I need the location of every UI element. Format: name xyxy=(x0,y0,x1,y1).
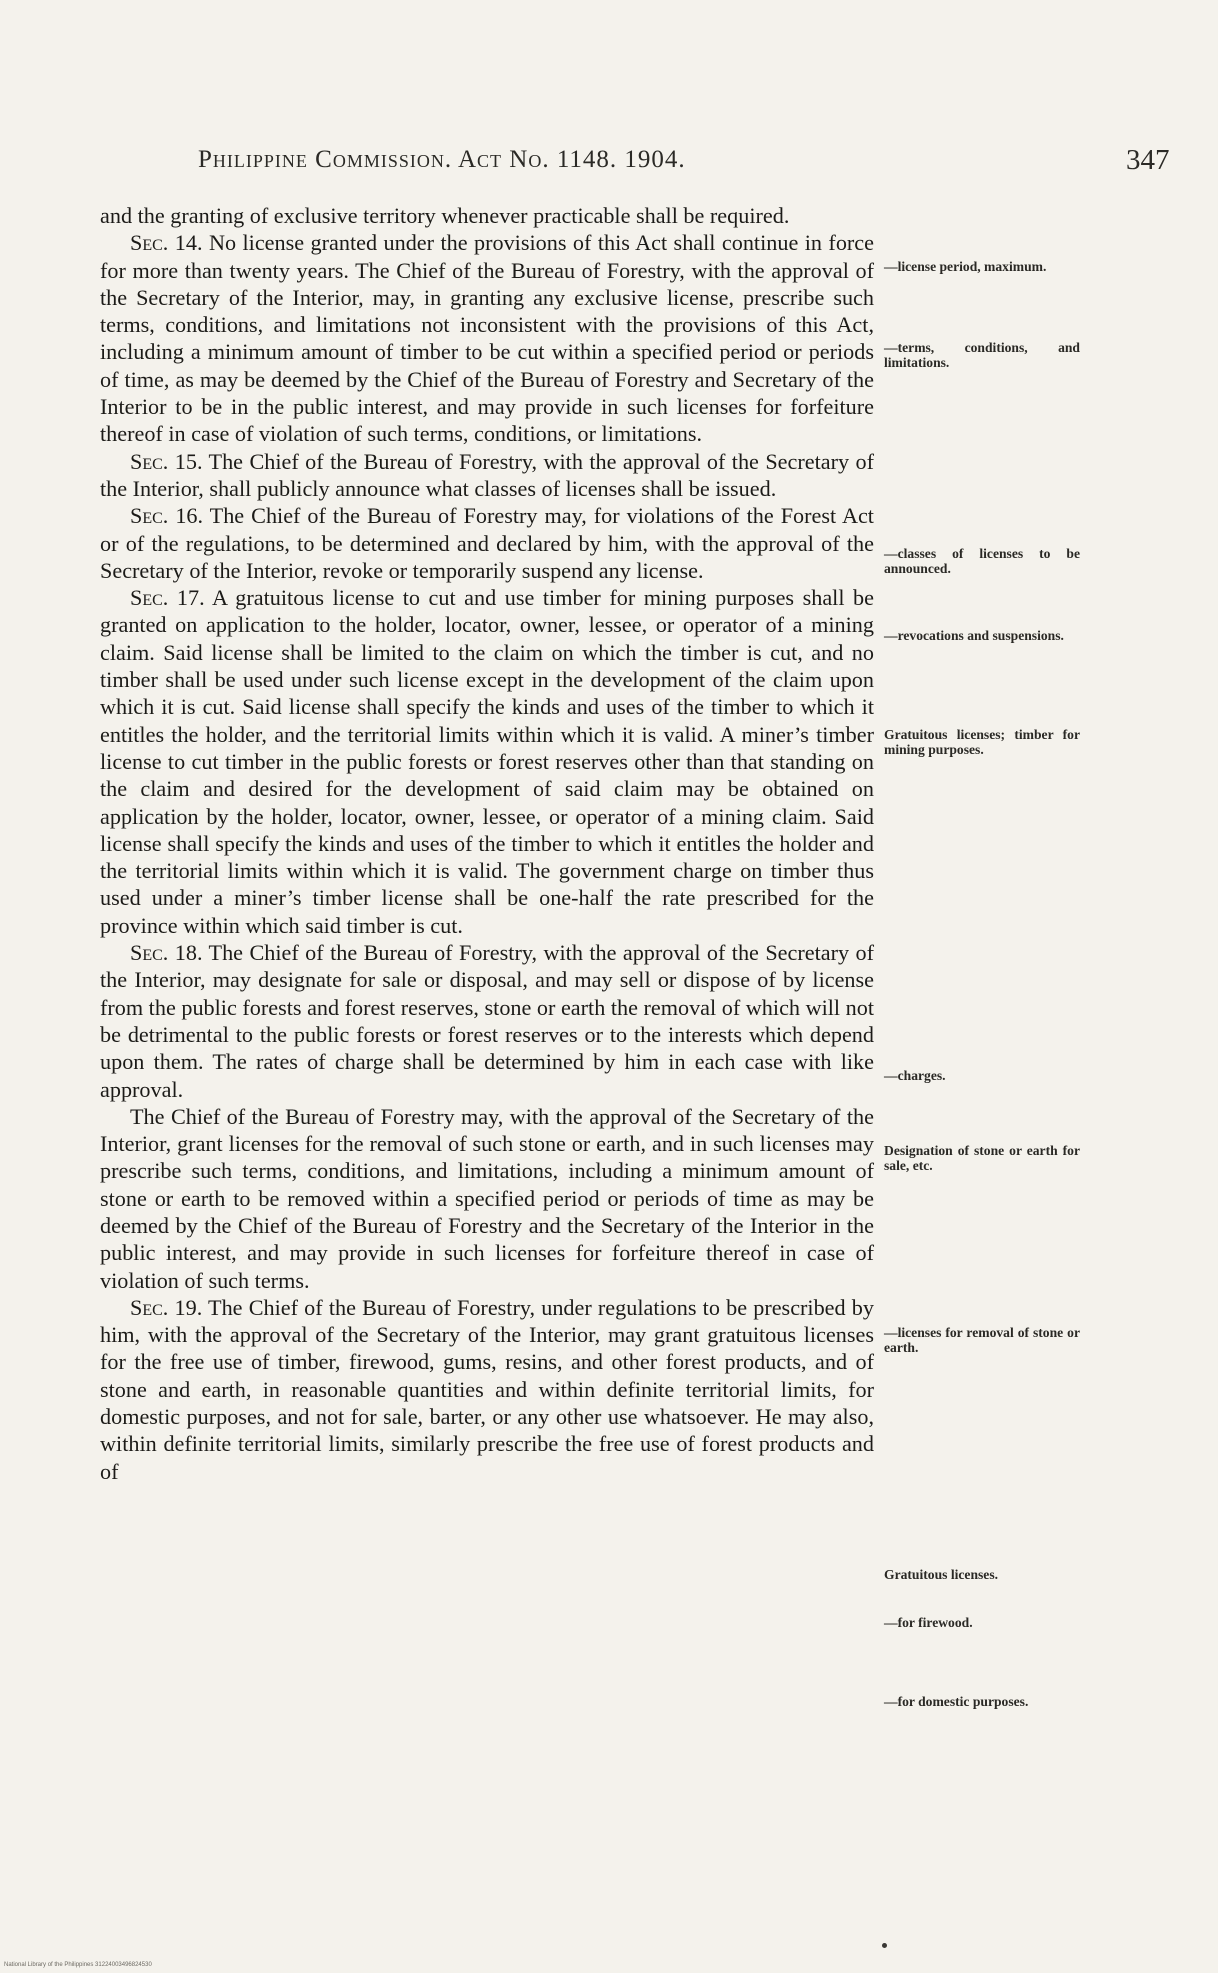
section-label: Sec. 16. xyxy=(130,503,204,529)
section-label: Sec. 15. xyxy=(130,448,203,474)
body-text xyxy=(100,202,874,1485)
running-head-text: Philippine Commission. Act No. 1148. 1904. xyxy=(198,146,686,173)
section-19 xyxy=(100,1294,874,1485)
ink-speck xyxy=(882,1943,887,1948)
section-label: Sec. 19. xyxy=(130,1294,203,1320)
paragraph-text: The Chief of the Bureau of Forestry may, with the approval of the Secretary of the Interior, grant licenses for the removal of such stone or earth, and in such licenses may prescribe such terms, conditions, and limitations, including a minimum amount of stone or earth to be removed within a specified period or periods of time as may be deemed by the Chief of the Bureau of Forestry and the Secretary of the Interior in the public interest, and may provide in such licenses for forfeiture thereof in case of violation of such terms. xyxy=(100,1103,874,1293)
running-head xyxy=(198,146,828,174)
paragraph-text: The Chief of the Bureau of Forestry, with the approval of the Secretary of the Interior, shall publicly announce what classes of licenses shall be issued. xyxy=(100,448,875,501)
section-16 xyxy=(100,502,874,584)
paragraph-text: The Chief of the Bureau of Forestry, with the approval of the Secretary of the Interior, may designate for sale or disposal, and may sell or dispose of by license from the public forests and forest reserves, stone or earth the removal of which will not be detrimental to the public forests or forest reserves or to the interests which depend upon them. The rates of charge shall be determined by him in each case with like approval. xyxy=(100,940,875,1102)
margin-note-gratuitous-mining: Gratuitous licenses; timber for mining purposes. xyxy=(884,727,1080,757)
section-17 xyxy=(100,584,874,939)
margin-note-domestic: —for domestic purposes. xyxy=(884,1694,1029,1709)
section-18-continued xyxy=(100,1103,874,1294)
margin-note-classes-of-licenses: —classes of licenses to be announced. xyxy=(884,546,1080,576)
margin-note-license-period: —license period, maximum. xyxy=(884,259,1047,274)
margin-note-terms-conditions: —terms, conditions, and limitations. xyxy=(884,340,1080,370)
paragraph-text: No license granted under the provisions of this Act shall continue in force for more than twenty years. The Chief of the Bureau of Forestry, with the approval of the Secretary of the Interior, may, in granting any exclusive license, prescribe such terms, conditions, and limitations not inconsistent with the provisions of this Act, including a minimum amount of timber to be cut within a specified period or periods of time, as may be deemed by the Chief of the Bureau of Forestry and Secretary of the Interior to be in the public interest, and may provide in such licenses for forfeiture thereof in case of violation of such terms, conditions, or limitations. xyxy=(100,230,874,447)
margin-note-licenses-removal: —licenses for removal of stone or earth. xyxy=(884,1325,1080,1355)
paragraph-text: The Chief of the Bureau of Forestry, under regulations to be prescribed by him, with the approval of the Secretary of the Interior, may grant gratuitous licenses for the free use of timber, firewood, gums, resins, and other forest products, and of stone and earth, in reasonable quantities and within definite territorial limits, for domestic purposes, and not for sale, barter, or any other use whatsoever. He may also, within definite territorial limits, similarly prescribe the free use of forest products and of xyxy=(100,1294,874,1484)
section-label: Sec. 17. xyxy=(130,585,205,611)
section-15 xyxy=(100,448,874,503)
section-18 xyxy=(100,939,874,1103)
paragraph-text: The Chief of the Bureau of Forestry may, for violations of the Forest Act or of the regulations, to be determined and declared by him, with the approval of the Secretary of the Interior, revoke or temporarily suspend any license. xyxy=(100,503,874,583)
section-14 xyxy=(100,229,874,447)
section-label: Sec. 18. xyxy=(130,940,203,966)
library-footer: National Library of the Philippines 31224003496824530 xyxy=(4,1962,152,1968)
margin-note-revocations: —revocations and suspensions. xyxy=(884,628,1064,643)
margin-notes xyxy=(884,0,1080,1973)
margin-note-gratuitous-licenses: Gratuitous licenses. xyxy=(884,1567,999,1582)
paragraph-continued xyxy=(100,202,874,229)
section-label: Sec. 14. xyxy=(130,230,203,256)
paragraph-text: and the granting of exclusive territory whenever practicable shall be required. xyxy=(100,203,790,228)
paragraph-text: A gratuitous license to cut and use timber for mining purposes shall be granted on application to the holder, locator, owner, lessee, or operator of a mining claim. Said license shall be limited to the claim on which the timber is cut, and no timber shall be used under such license except in the development of the claim upon which it is cut. Said license shall specify the kinds and uses of the timber to which it entitles the holder, and the territorial limits within which it is valid. A miner’s timber license to cut timber in the public forests or forest reserves other than that standing on the claim and desired for the development of said claim may be obtained on application by the holder, locator, owner, lessee, or operator of a mining claim. Said license shall specify the kinds and uses of the timber to which it entitles the holder and the territorial limits within which it is valid. The government charge on timber thus used under a miner’s timber license shall be one-half the rate prescribed for the province within which said timber is cut. xyxy=(100,585,874,938)
margin-note-charges: —charges. xyxy=(884,1068,946,1083)
margin-note-designation-stone: Designation of stone or earth for sale, etc. xyxy=(884,1143,1080,1173)
page-number: 347 xyxy=(1126,144,1170,176)
margin-note-firewood: —for firewood. xyxy=(884,1615,973,1630)
